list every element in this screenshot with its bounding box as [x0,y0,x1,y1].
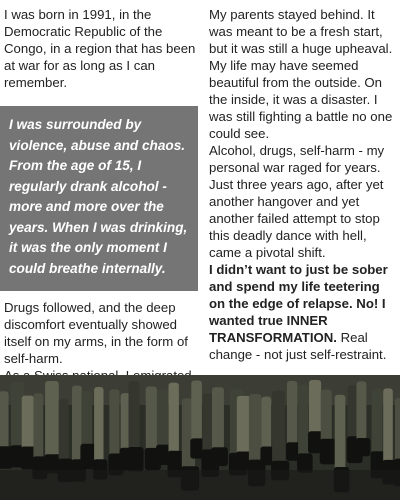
soldier-leg [45,381,59,460]
pivotal-shift-paragraph: Just three years ago, after yet another hangover and yet another failed attempt to stop this deadly dance with hell, came a pivotal shift. [209,177,384,260]
left-column [4,6,200,418]
soldier-leg [237,396,251,458]
soldier-leg [22,396,34,453]
pull-quote-box [0,106,198,291]
soldier-leg [212,387,224,453]
soldier-leg [395,398,400,465]
soldier-leg [272,391,285,467]
soldier-leg [321,390,332,445]
soldier-leg [157,389,168,451]
soldier-leg [94,387,103,465]
soldier-leg [0,391,9,452]
soldier-leg [169,383,179,457]
transformation-bold-text: I didn’t want to just be sober and spend my life teetering on the edge of relapse. No! I wanted true INNER TRANSFORMATION. [209,262,388,345]
drugs-paragraph: Drugs followed, and the deep discomfort eventually showed itself on my arms, in the form of self-harm. [4,300,188,366]
soldier-leg [146,387,157,454]
soldier-boot [297,453,313,472]
parents-paragraph: My parents stayed behind. It was meant to be a fresh start, but it was still a huge upheaval. My life may have seemed beautiful from the outside. On the inside, it was a disaster. I was still fighting a battle no one could see. [209,7,393,141]
soldier-boot [320,439,336,465]
personal-war-paragraph: Alcohol, drugs, self-harm - my personal war raged for years. [209,143,385,175]
soldier-leg [81,391,92,450]
soldier-leg [33,393,43,462]
soldier-leg [129,381,140,453]
soldier-boot [211,447,228,466]
intro-paragraph: I was born in 1991, in the Democratic Republic of the Congo, in a region that has been at war for as long as I can remember. [4,7,196,90]
soldier-leg [357,381,367,444]
right-column [209,6,397,363]
soldier-leg [109,389,119,459]
soldiers-illustration [0,375,400,500]
transformation-paragraph [209,261,397,363]
soldier-leg [309,380,321,437]
soldier-leg [249,394,262,466]
transformation-rest-text: Real change - not just self-restraint. [209,330,387,362]
soldier-boot [128,447,144,472]
soldier-leg [372,389,383,458]
pull-quote-text: I was surrounded by violence, abuse and chaos. From the age of 15, I regularly drank alcohol - more and more over the years. When I was drinking, it was the only moment I could breathe internally. [9,117,188,276]
soldier-leg [383,388,393,466]
soldier-leg [335,395,346,473]
marching-soldiers-photo [0,375,400,500]
soldier-leg [191,381,202,445]
soldier-boot [356,438,371,456]
soldier-leg [298,385,309,460]
soldier-leg [59,399,69,465]
soldier-leg [287,381,297,448]
soldier-leg [261,397,271,453]
